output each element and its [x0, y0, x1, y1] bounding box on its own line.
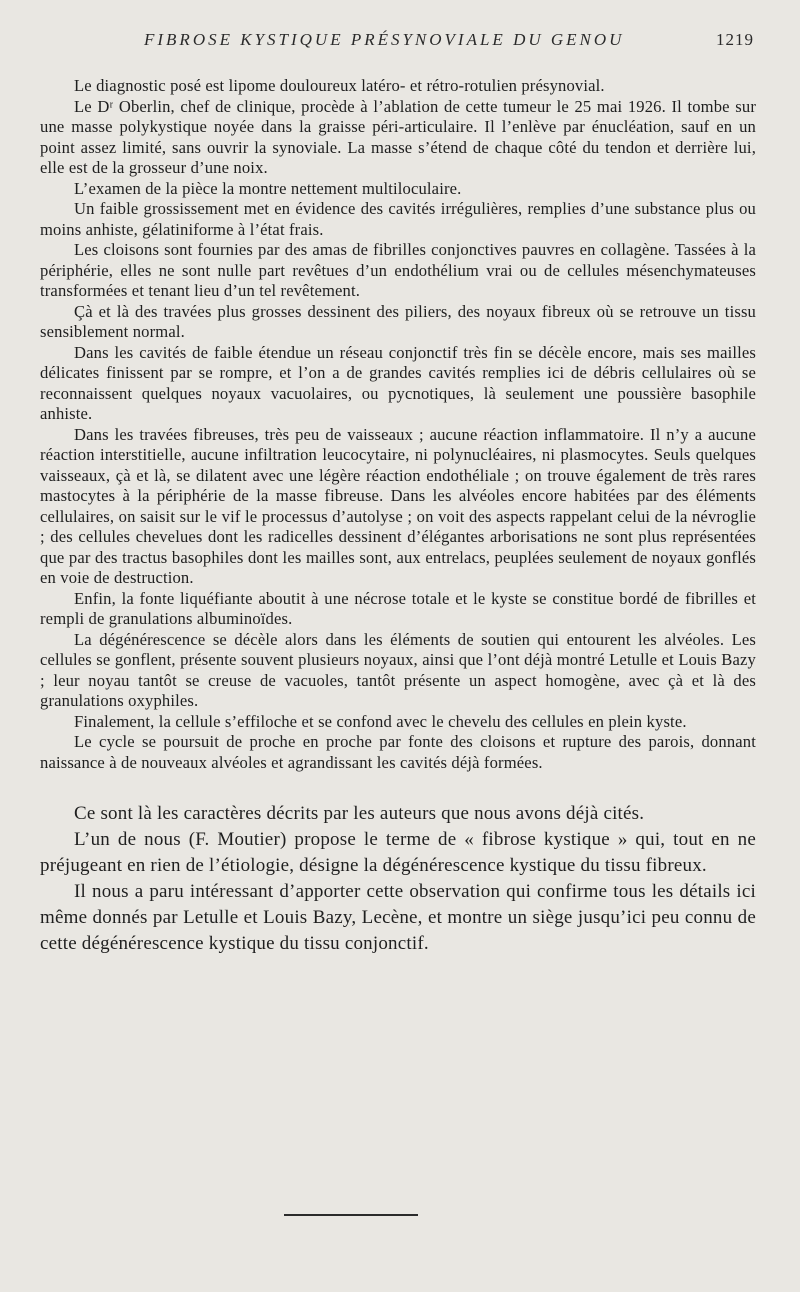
running-header	[40, 28, 756, 52]
end-rule	[284, 1214, 418, 1216]
discussion-text	[40, 801, 756, 957]
paragraph: Dans les cavités de faible étendue un réseau conjonctif très fin se décèle encore, mais ses mailles délicates finissent par se rompre, et l’on a de grandes cavités remplies ici de débris cellulaires où se reconnaissent quelques noyaux vacuolaires, ou pycnotiques, là seulement une poussière basophile anhiste.	[40, 342, 756, 423]
running-title: FIBROSE KYSTIQUE PRÉSYNOVIALE DU GENOU	[144, 30, 625, 49]
page	[40, 28, 756, 957]
paragraph: Le diagnostic posé est lipome douloureux latéro- et rétro-rotulien présynovial.	[74, 76, 605, 95]
paragraph: Finalement, la cellule s’effiloche et se confond avec le chevelu des cellules en plein kyste.	[74, 711, 687, 731]
paragraph: Les cloisons sont fournies par des amas de fibrilles conjonctives pauvres en collagène. Tassées à la périphérie, elles ne sont nulle part revêtues d’un endothélium vrai ou de cellules mésenchymateuses transformées et tenant lieu d’un tel revêtement.	[40, 240, 756, 300]
paragraph: Dans les travées fibreuses, très peu de vaisseaux ; aucune réaction inflammatoire. Il n’y a aucune réaction interstitielle, aucune infiltration leucocytaire, ni polynucléaires, ni plasmocytes. Seuls quelques vaisseaux, çà et là, se dilatent avec une légère réaction endothéliale ; on trouve également de très rares mastocytes à la périphérie de la masse fibreuse. Dans les alvéoles encore habitées par des éléments cellulaires, on saisit sur le vif le processus d’autolyse ; on voit des aspects rappelant celui de la névroglie ; des cellules chevelues dont les radicelles dessinent d’élégantes arborisations ne sont plus représentées que par des tractus basophiles dont les mailles sont, aux entrelacs, peuplées seulement de noyaux gonflés en voie de destruction.	[40, 424, 756, 587]
paragraph: L’un de nous (F. Moutier) propose le terme de « fibrose kystique » qui, tout en ne préjugeant en rien de l’étiologie, désigne la dégénérescence kystique du tissu fibreux.	[40, 829, 756, 876]
paragraph: Le cycle se poursuit de proche en proche par fonte des cloisons et rupture des parois, donnant naissance à de nouveaux alvéoles et agrandissant les cavités déjà formées.	[40, 732, 756, 772]
paragraph: Un faible grossissement met en évidence des cavités irrégulières, remplies d’une substance plus ou moins anhiste, gélatiniforme à l’état frais.	[40, 199, 756, 239]
paragraph: La dégénérescence se décèle alors dans les éléments de soutien qui entourent les alvéoles. Les cellules se gonflent, présente souvent plusieurs noyaux, ainsi que l’ont déjà montré Letulle et Louis Bazy ; leur noyau tantôt se creuse de vacuoles, tantôt présente un aspect homogène, avec çà et là des granulations oxyphiles.	[40, 629, 756, 710]
paragraph: Çà et là des travées plus grosses dessinent des piliers, des noyaux fibreux où se retrouve un tissu sensiblement normal.	[40, 301, 756, 341]
paragraph: Ce sont là les caractères décrits par les auteurs que nous avons déjà cités.	[74, 803, 645, 824]
paragraph: Le Dʳ Oberlin, chef de clinique, procède à l’ablation de cette tumeur le 25 mai 1926. Il tombe sur une masse polykystique noyée dans la graisse péri-articulaire. Il l’enlève par énucléation, sauf en un point assez limité, sans ouvrir la synoviale. La masse s’étend de chaque côté du tendon et derrière lui, elle est de la grosseur d’une noix.	[40, 96, 756, 177]
paragraph: L’examen de la pièce la montre nettement multiloculaire.	[74, 178, 462, 198]
paragraph: Il nous a paru intéressant d’apporter cette observation qui confirme tous les détails ici même donnés par Letulle et Louis Bazy, Lecène, et montre un siège jusqu’ici peu connu de cette dégénérescence kystique du tissu conjonctif.	[40, 881, 756, 954]
paragraph: Enfin, la fonte liquéfiante aboutit à une nécrose totale et le kyste se constitue bordé de fibrilles et rempli de granulations albuminoïdes.	[40, 588, 756, 628]
page-number: 1219	[716, 30, 754, 49]
observation-text	[40, 76, 756, 773]
